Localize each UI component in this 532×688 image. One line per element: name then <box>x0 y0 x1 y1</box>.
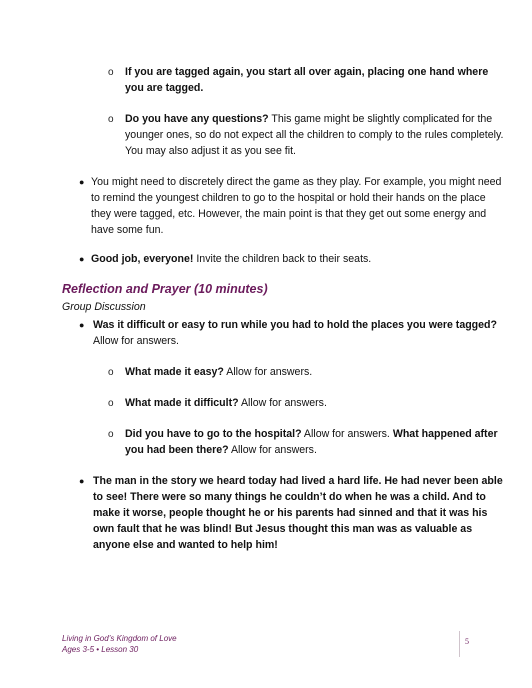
paragraph-line: make it worse, people thought he or his parents had sinned and that it was his <box>93 507 488 519</box>
page-number: 5 <box>465 637 469 646</box>
paragraph-line: anyone else and wanted to help him! <box>93 539 278 551</box>
paragraph-line: Allow for answers. <box>93 335 179 347</box>
paragraph-line: The man in the story we heard today had lived a hard life. He had never been able <box>93 475 503 487</box>
footer-title: Living in God’s Kingdom of Love <box>62 634 177 643</box>
bullet-icon: ● <box>79 177 85 187</box>
section-subheading: Group Discussion <box>62 301 146 313</box>
hollow-bullet-icon: o <box>108 114 114 125</box>
footer-subtitle: Ages 3-5 • Lesson 30 <box>62 645 139 654</box>
paragraph-line: If you are tagged again, you start all over again, placing one hand where <box>125 66 489 78</box>
paragraph-line: Good job, everyone! Invite the children back to their seats. <box>91 253 372 265</box>
paragraph-line: younger ones, so do not expect all the children to comply to the rules completely. <box>125 129 504 141</box>
paragraph-line: to remind the youngest children to go to the hospital or hold their hands on the place <box>91 192 486 204</box>
paragraph-line: You might need to discretely direct the game as they play. For example, you might need <box>91 176 502 188</box>
bullet-icon: ● <box>79 476 85 486</box>
hollow-bullet-icon: o <box>108 429 114 440</box>
hollow-bullet-icon: o <box>108 367 114 378</box>
paragraph-line: they were tagged, etc. However, the main point is that they get out some energy and <box>91 208 487 220</box>
paragraph-line: What made it easy? Allow for answers. <box>125 366 313 378</box>
paragraph-line: have some fun. <box>91 224 164 236</box>
footer-divider <box>459 631 460 657</box>
paragraph-line: Did you have to go to the hospital? Allow for answers. What happened after <box>125 428 498 440</box>
paragraph-line: Was it difficult or easy to run while you had to hold the places you were tagged? <box>93 319 497 331</box>
paragraph-line: to see! There were so many things he couldn’t do when he was a child. And to <box>93 491 486 503</box>
paragraph-line: Do you have any questions? This game might be slightly complicated for the <box>125 113 493 125</box>
paragraph-line: you had been there? Allow for answers. <box>125 444 317 456</box>
bullet-icon: ● <box>79 254 85 264</box>
bullet-icon: ● <box>79 320 85 330</box>
hollow-bullet-icon: o <box>108 398 114 409</box>
paragraph-line: own fault that he was blind! But Jesus thought this man was as valuable as <box>93 523 473 535</box>
paragraph-line: You may also adjust it as you see fit. <box>125 145 296 157</box>
paragraph-line: What made it difficult? Allow for answers. <box>125 397 327 409</box>
paragraph-line: you are tagged. <box>125 82 204 94</box>
hollow-bullet-icon: o <box>108 67 114 78</box>
section-heading: Reflection and Prayer (10 minutes) <box>62 282 268 296</box>
